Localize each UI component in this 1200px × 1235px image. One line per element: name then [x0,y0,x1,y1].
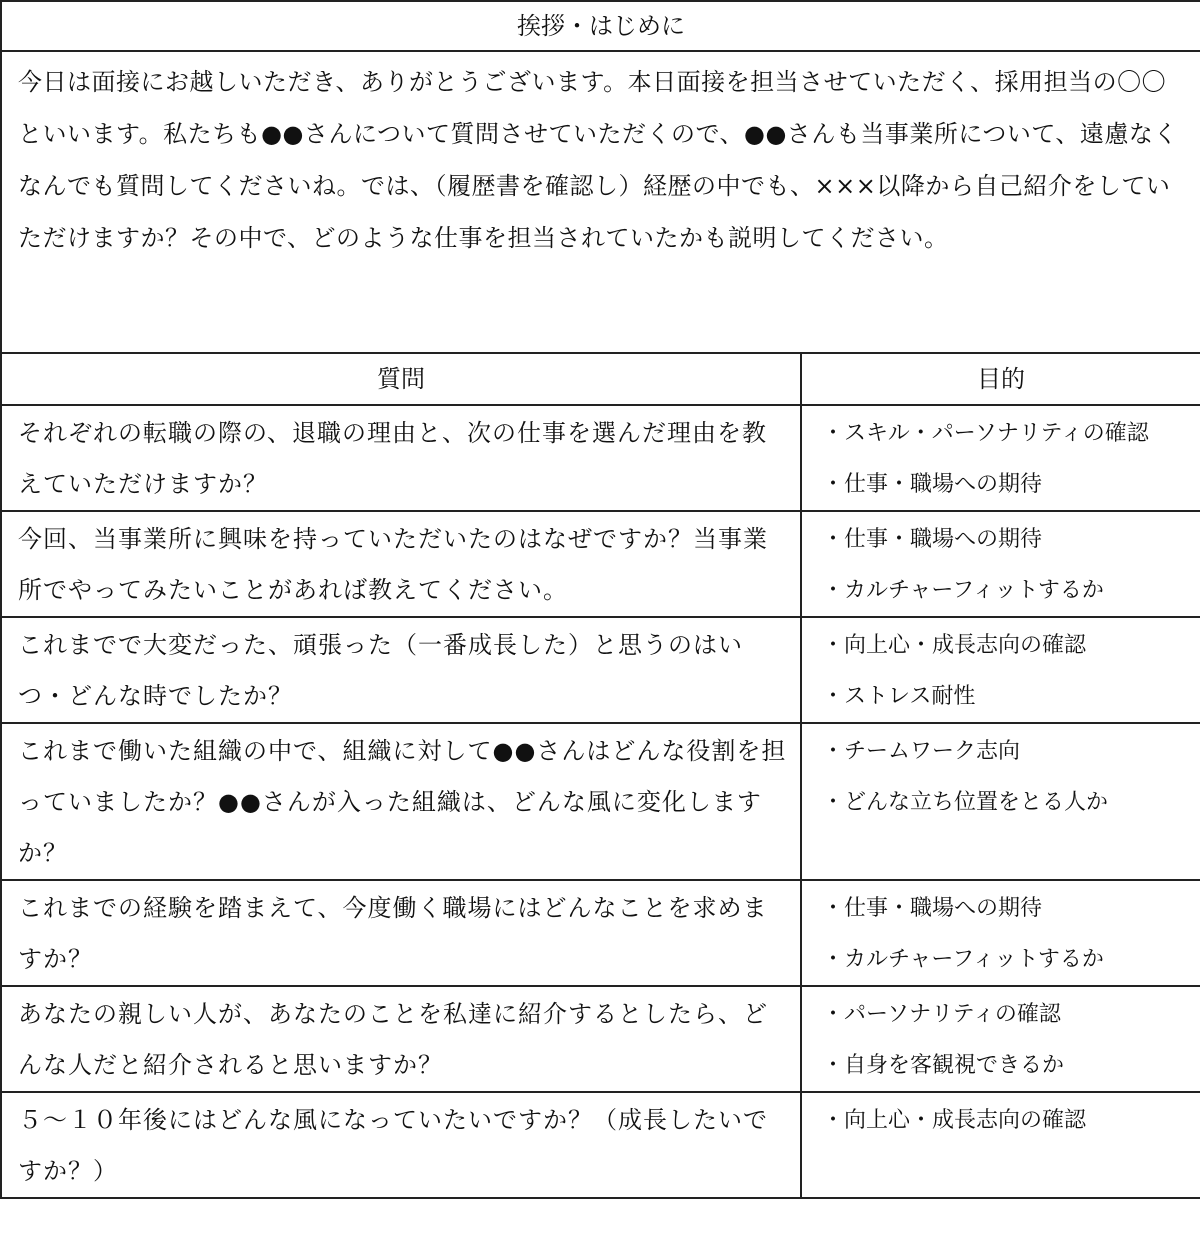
purpose-item: ・ストレス耐性 [822,684,976,709]
purpose-cell [801,511,1200,617]
question-cell: あなたの親しい人が、あなたのことを私達に紹介するとしたら、どんな人だと紹介されると思いますか？ [1,986,801,1092]
purpose-item: ・カルチャーフィットするか [822,947,1104,972]
question-cell: これまでで大変だった、頑張った（一番成長した）と思うのはいつ・どんな時でしたか？ [1,617,801,723]
question-column-header: 質問 [1,353,801,405]
question-cell: これまで働いた組織の中で、組織に対して●●さんはどんな役割を担っていましたか？●●さんが入った組織は、どんな風に変化しますか？ [1,723,801,880]
purpose-item: ・パーソナリティの確認 [822,1002,1061,1027]
intro-heading: 挨拶・はじめに [1,1,1200,51]
purpose-item: ・スキル・パーソナリティの確認 [822,421,1149,446]
table-row [1,511,1200,617]
purpose-item: ・どんな立ち位置をとる人か [822,790,1109,815]
table-row [1,880,1200,986]
question-cell: これまでの経験を踏まえて、今度働く職場にはどんなことを求めますか？ [1,880,801,986]
purpose-cell [801,986,1200,1092]
purpose-cell [801,617,1200,723]
purpose-item: ・自身を客観視できるか [822,1053,1065,1078]
table-row [1,617,1200,723]
table-row [1,405,1200,511]
purpose-item: ・仕事・職場への期待 [822,527,1043,552]
table-row [1,723,1200,880]
purpose-cell [801,880,1200,986]
purpose-item: ・向上心・成長志向の確認 [822,1108,1087,1133]
purpose-item: ・カルチャーフィットするか [822,578,1104,603]
purpose-item: ・チームワーク志向 [822,739,1021,764]
purpose-item: ・仕事・職場への期待 [822,472,1043,497]
question-cell: 今回、当事業所に興味を持っていただいたのはなぜですか？当事業所でやってみたいことがあれば教えてください。 [1,511,801,617]
table-row [1,1092,1200,1198]
purpose-cell [801,405,1200,511]
purpose-cell [801,1092,1200,1198]
intro-script: 今日は面接にお越しいただき、ありがとうございます。本日面接を担当させていただく、採用担当の〇〇といいます。私たちも●●さんについて質問させていただくので、●●さんも当事業所について、遠慮なくなんでも質問してくださいね。では、（履歴書を確認し）経歴の中でも、×××以降から自己紹介をしていただけますか？その中で、どのような仕事を担当されていたかも説明してください。 [1,51,1200,353]
question-cell: ５～１０年後にはどんな風になっていたいですか？（成長したいですか？） [1,1092,801,1198]
purpose-column-header: 目的 [801,353,1200,405]
question-cell: それぞれの転職の際の、退職の理由と、次の仕事を選んだ理由を教えていただけますか？ [1,405,801,511]
purpose-item: ・仕事・職場への期待 [822,896,1043,921]
purpose-cell [801,723,1200,880]
purpose-item: ・向上心・成長志向の確認 [822,633,1087,658]
table-row [1,986,1200,1092]
